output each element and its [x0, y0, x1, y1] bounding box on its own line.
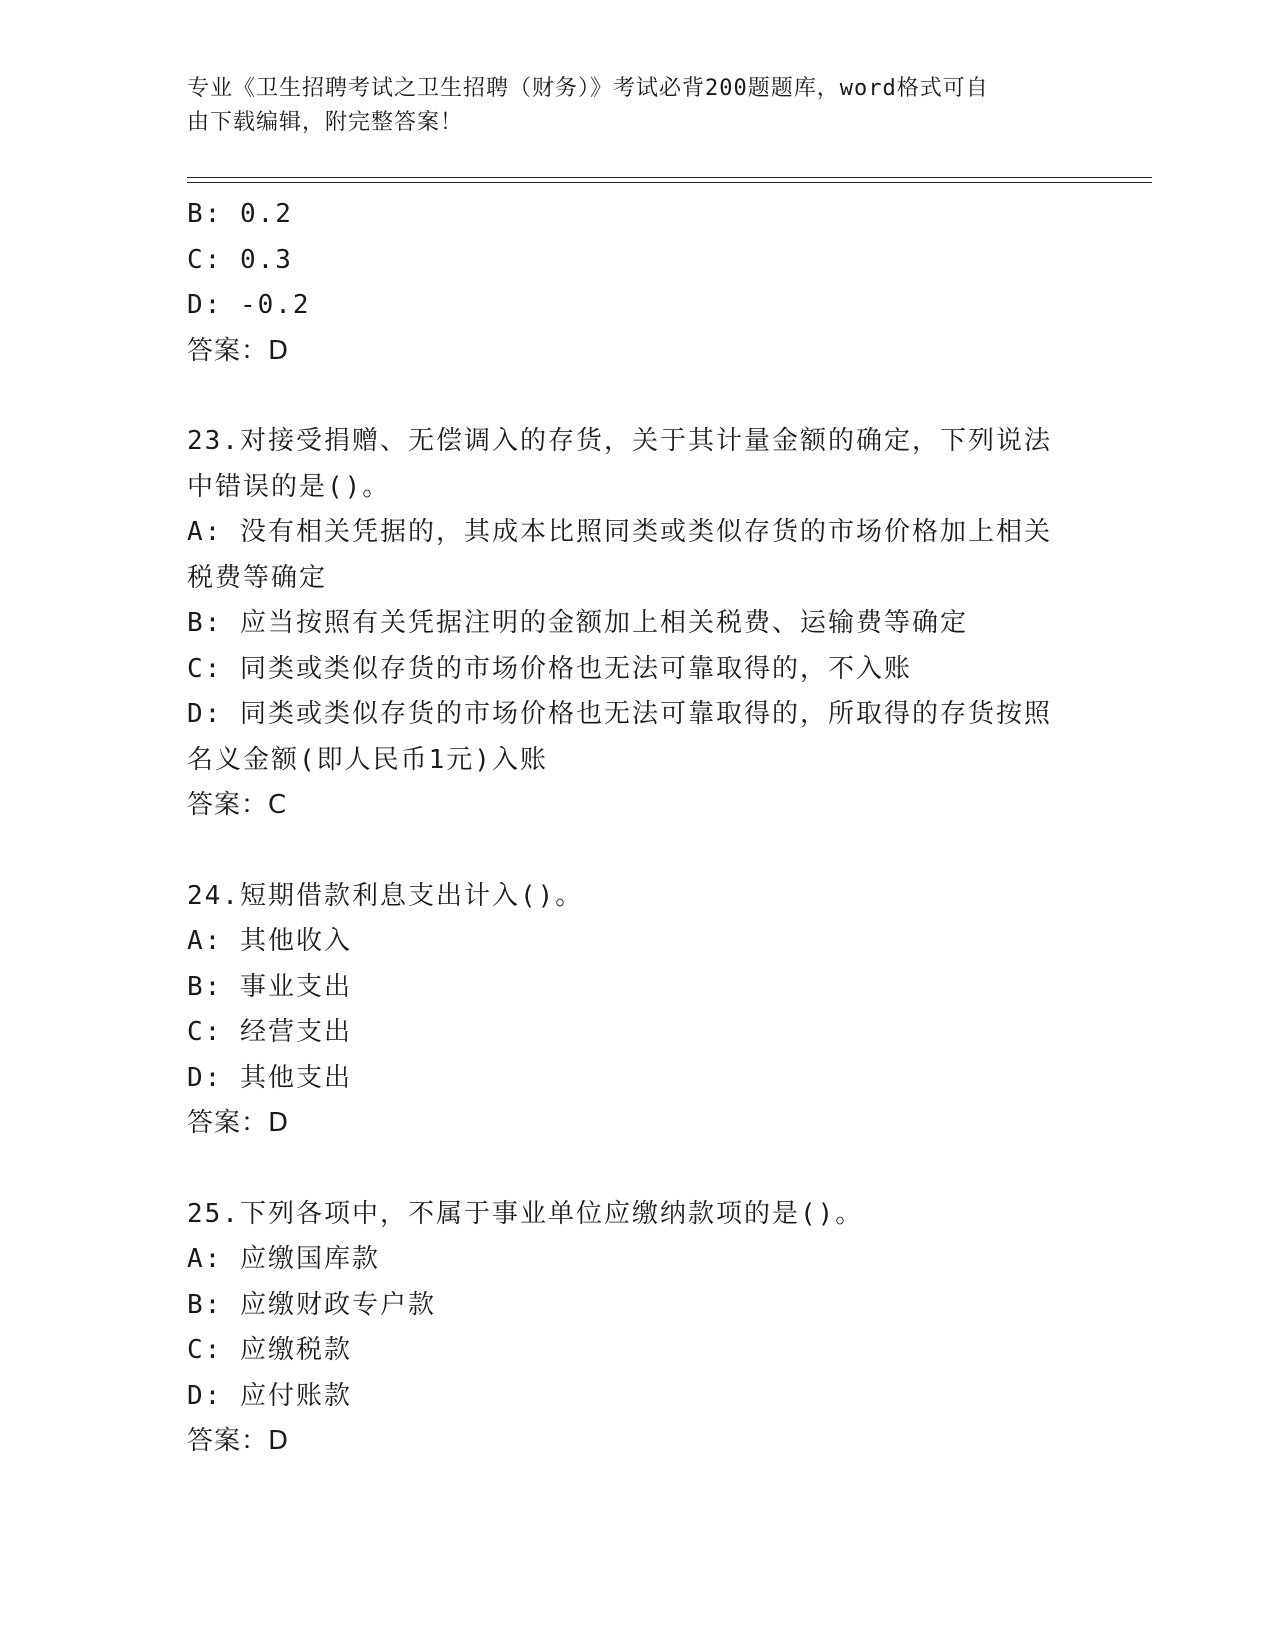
option-d: D: 同类或类似存货的市场价格也无法可靠取得的，所取得的存货按照 — [187, 699, 1052, 729]
answer-line: 答案：D — [187, 1426, 290, 1456]
option-d-continued: 名义金额(即人民币1元)入账 — [187, 744, 548, 775]
answer-line: 答案：D — [187, 335, 290, 366]
option-d: D: 其他支出 — [187, 1062, 352, 1093]
question-stem: 24.短期借款利息支出计入()。 — [187, 880, 584, 911]
question-content — [187, 192, 1067, 1465]
option-c: C: 0.3 — [187, 244, 293, 275]
option-d: D: 应付账款 — [187, 1380, 352, 1411]
question-stem: 中错误的是()。 — [187, 471, 391, 502]
option-b: B: 事业支出 — [187, 971, 352, 1002]
previous-question-tail — [187, 192, 1067, 374]
block-spacer — [187, 829, 1067, 874]
answer-line: 答案：D — [187, 1108, 290, 1138]
question-stem: 23.对接受捐赠、无偿调入的存货，关于其计量金额的确定，下列说法 — [187, 426, 1052, 456]
question-25 — [187, 1192, 1067, 1465]
header-divider-top — [187, 177, 1152, 178]
option-b: B: 应缴财政专户款 — [187, 1289, 436, 1320]
option-a: A: 应缴国库款 — [187, 1244, 380, 1274]
header-line-1: 专业《卫生招聘考试之卫生招聘（财务）》考试必背200题题库，word格式可自 — [187, 76, 989, 101]
block-spacer — [187, 374, 1067, 419]
header-divider-bottom — [187, 182, 1152, 183]
option-a: A: 没有相关凭据的，其成本比照同类或类似存货的市场价格加上相关 — [187, 517, 1052, 547]
option-c: C: 经营支出 — [187, 1017, 352, 1047]
option-b: B: 应当按照有关凭据注明的金额加上相关税费、运输费等确定 — [187, 608, 968, 638]
header-line-2: 由下载编辑，附完整答案！ — [187, 110, 464, 135]
document-header — [187, 72, 1087, 140]
question-stem: 25.下列各项中，不属于事业单位应缴纳款项的是()。 — [187, 1198, 864, 1229]
option-c: C: 应缴税款 — [187, 1335, 352, 1365]
block-spacer — [187, 1147, 1067, 1192]
option-c: C: 同类或类似存货的市场价格也无法可靠取得的，不入账 — [187, 653, 912, 684]
answer-line: 答案：C — [187, 790, 288, 820]
option-b: B: 0.2 — [187, 199, 293, 229]
question-24 — [187, 874, 1067, 1147]
question-23 — [187, 419, 1067, 829]
option-a: A: 其他收入 — [187, 926, 352, 956]
option-d: D: -0.2 — [187, 290, 311, 320]
option-a-continued: 税费等确定 — [187, 562, 328, 593]
